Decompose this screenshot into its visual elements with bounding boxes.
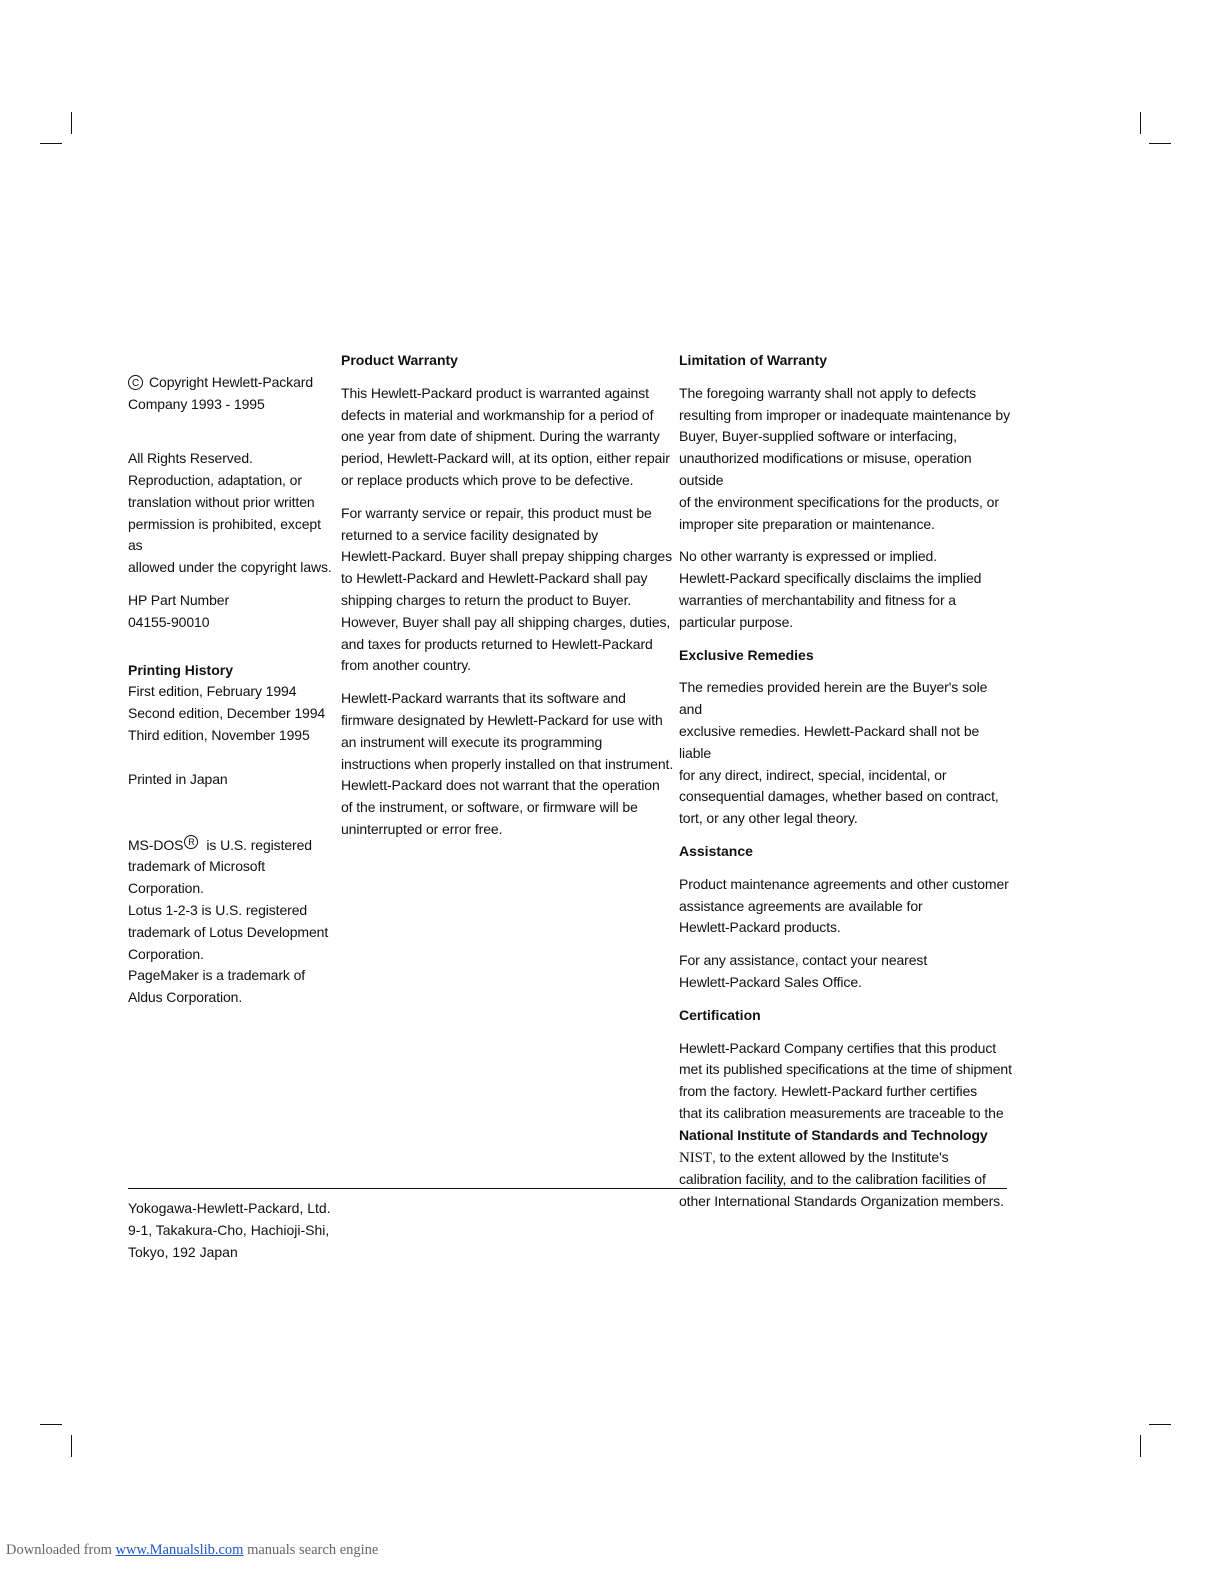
trademarks-text: is U.S. registered trademark of Microsoft Corporation. Lotus 1-2-3 is U.S. registered trademark of Lotus Development Corporation. PageMaker is a trademark of Aldus Corporation.: [128, 836, 329, 1006]
warranty-paragraph-3: Hewlett-Packard warrants that its software and firmware designated by Hewlett-Packard for use with an instrument will execute its programming instructions when properly installed on that instrument. Hewlett-Packard does not warrant that the operation of the instrument, or software, or firmware will be uninterrupted or error free.: [341, 690, 674, 837]
assistance-title: Assistance: [679, 842, 753, 859]
limitation-title: Limitation of Warranty: [679, 352, 828, 368]
crop-mark-top-right-v: [1140, 112, 1141, 134]
edition-2: Second edition, December 1994: [128, 705, 326, 722]
ms-dos-label: MS-DOS: [128, 836, 184, 853]
copyright-icon: C: [128, 375, 143, 390]
footer-divider: [128, 1188, 1007, 1189]
crop-mark-bottom-right-v: [1140, 1435, 1141, 1457]
middle-column: [341, 350, 677, 852]
limitation-paragraph-1: The foregoing warranty shall not apply to defects resulting from improper or inadequate maintenance by Buyer, Buyer-supplied software or interfacing, unauthorized modifications or misuse, operation outside of the environment specifications for the products, or improper site preparation or maintenance.: [679, 384, 1010, 532]
copyright-line1: Copyright Hewlett-Packard: [149, 373, 314, 390]
copyright-notice: [128, 350, 336, 437]
assistance-paragraph-1: Product maintenance agreements and other customer assistance agreements are available for Hewlett-Packard products.: [679, 875, 1009, 936]
nist-abbreviation: NIST: [679, 1149, 712, 1166]
crop-mark-top-left-v: [71, 112, 72, 134]
footer-address: Yokogawa-Hewlett-Packard, Ltd. 9-1, Takakura-Cho, Hachioji-Shi, Tokyo, 192 Japan: [128, 1200, 331, 1260]
product-warranty-title: Product Warranty: [341, 352, 458, 368]
manualslib-link[interactable]: www.Manualslib.com: [115, 1542, 244, 1558]
printing-history-title: Printing History: [128, 661, 234, 678]
download-prefix: Downloaded from: [6, 1542, 112, 1558]
registered-icon: R: [184, 835, 198, 849]
printed-in: Printed in Japan: [128, 770, 228, 787]
crop-mark-top-right-h: [1149, 143, 1171, 144]
download-banner: [6, 1542, 378, 1559]
warranty-paragraph-1: This Hewlett-Packard product is warranted against defects in material and workmanship for a period of one year from date of shipment. During the warranty period, Hewlett-Packard will, at its option, either repair or replace products which prove to be defective.: [341, 384, 670, 488]
part-number: 04155-90010: [128, 613, 210, 630]
download-suffix: manuals search engine: [247, 1542, 379, 1558]
edition-3: Third edition, November 1995: [128, 726, 310, 743]
crop-mark-bottom-left-h: [40, 1424, 62, 1425]
certification-title: Certification: [679, 1006, 761, 1023]
certification-text-after: , to the extent allowed by the Institute's calibration facility, and to the calibration facilities of other International Standards Organization members.: [679, 1148, 1004, 1210]
crop-mark-top-left-h: [40, 143, 62, 144]
assistance-paragraph-2: For any assistance, contact your nearest Hewlett-Packard Sales Office.: [679, 952, 928, 990]
nist-full-name: National Institute of Standards and Technology: [679, 1126, 988, 1143]
copyright-line2: Company 1993 - 1995: [128, 395, 265, 412]
remedies-paragraph: The remedies provided herein are the Buyer's sole and exclusive remedies. Hewlett-Packard shall not be liable for any direct, indirect, special, incidental, or consequential damages, whether based on contract, tort, or any other legal theory.: [679, 679, 999, 827]
edition-1: First edition, February 1994: [128, 683, 297, 700]
exclusive-remedies-title: Exclusive Remedies: [679, 646, 814, 663]
rights-reserved: All Rights Reserved. Reproduction, adaptation, or translation without prior written permission is prohibited, except as allowed under the copyright laws.: [128, 450, 332, 576]
right-column: [679, 350, 1013, 1224]
crop-mark-bottom-right-h: [1149, 1424, 1171, 1425]
part-number-label: HP Part Number: [128, 591, 230, 608]
certification-text-before: Hewlett-Packard Company certifies that this product met its published specifications at the time of shipment from the factory. Hewlett-Packard further certifies that its calibration measurements are traceable to the: [679, 1039, 1012, 1121]
left-column: [128, 350, 336, 1009]
certification-paragraph: [679, 1038, 1013, 1213]
warranty-paragraph-2: For warranty service or repair, this product must be returned to a service facility designated by Hewlett-Packard. Buyer shall prepay shipping charges to Hewlett-Packard and Hewlett-Packard shall pay shipping charges to return the product to Buyer. However, Buyer shall pay all shipping charges, duties, and taxes for products returned to Hewlett-Packard from another country.: [341, 504, 672, 674]
trademarks: [128, 835, 336, 1009]
crop-mark-bottom-left-v: [71, 1435, 72, 1457]
limitation-paragraph-2: No other warranty is expressed or implied. Hewlett-Packard specifically disclaims the implied warranties of merchantability and fitness for a particular purpose.: [679, 548, 982, 630]
